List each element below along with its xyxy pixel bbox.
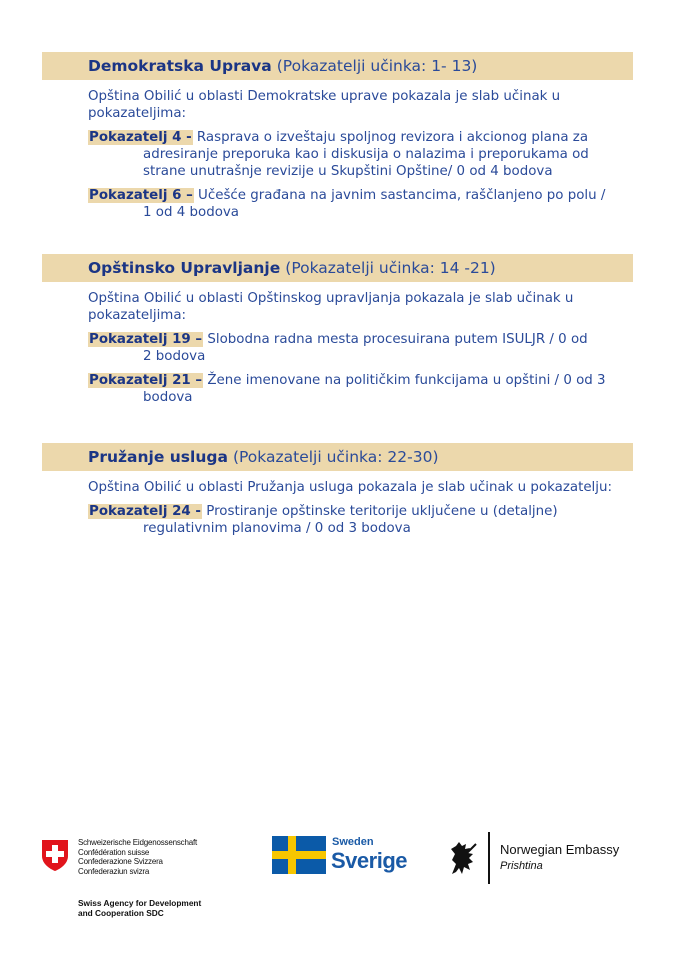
section-intro: Opština Obilić u oblasti Demokratske uprave pokazala je slab učinak u pokazateljima: — [88, 89, 561, 121]
indicator-text: Slobodna radna mesta procesuirana putem ISULJR / 0 od — [203, 332, 588, 347]
indicator-text-continued: adresiranje preporuka kao i diskusija o nalazima i preporukama od strane unutrašnje revizije u Skupštini Opštine/ 0 od 4 bodova — [143, 147, 589, 179]
section-title: Pružanje usluga — [88, 448, 228, 466]
section-title: Demokratska Uprava — [88, 57, 272, 75]
swiss-cross-icon — [40, 838, 70, 872]
section-subtitle: (Pokazatelji učinka: 14 -21) — [285, 259, 496, 277]
section-intro: Opština Obilić u oblasti Opštinskog upravljanja pokazala je slab učinak u pokazateljima: — [88, 291, 574, 323]
indicator-item — [88, 331, 633, 365]
indicator-text: Žene imenovane na političkim funkcijama u opštini / 0 od 3 — [203, 373, 606, 388]
indicator-label: Pokazatelj 6 – — [89, 188, 193, 203]
indicator-item — [88, 503, 633, 537]
indicator-label: Pokazatelj 21 – — [89, 373, 203, 388]
sponsor-logos — [0, 830, 676, 930]
section-service-delivery — [42, 443, 633, 537]
indicator-text-continued: bodova — [143, 390, 193, 405]
indicator-text: Učešće građana na javnim sastancima, raščlanjeno po polu / — [193, 188, 606, 203]
swiss-name-rm: Confederaziun svizra — [78, 866, 150, 876]
embassy-name: Norwegian Embassy — [500, 842, 620, 857]
swiss-name-it: Confederazione Svizzera — [78, 857, 163, 866]
logo-divider — [488, 832, 490, 884]
sverige-label: Sverige — [331, 848, 407, 873]
swiss-names — [78, 838, 197, 876]
embassy-city: Prishtina — [500, 860, 543, 872]
indicator-text-continued: 1 od 4 bodova — [143, 205, 240, 220]
sdc-line-1: Swiss Agency for Development — [78, 898, 202, 908]
indicator-item — [88, 129, 633, 180]
swedish-flag-icon — [272, 836, 326, 874]
section-title: Opštinsko Upravljanje — [88, 259, 281, 277]
indicator-text: Prostiranje opštinske teritorije uključene u (detaljne) — [201, 504, 558, 519]
sdc-name — [78, 898, 201, 918]
indicator-item — [88, 187, 633, 221]
section-municipal-management — [42, 254, 633, 406]
section-header — [42, 443, 633, 471]
sdc-line-2: and Cooperation SDC — [78, 908, 164, 918]
section-subtitle: (Pokazatelji učinka: 1- 13) — [276, 57, 478, 75]
section-header — [42, 52, 633, 80]
indicator-item — [88, 372, 633, 406]
indicator-label: Pokazatelj 24 - — [89, 504, 201, 519]
indicator-text: Rasprava o izveštaju spoljnog revizora i akcionog plana za — [192, 130, 589, 145]
indicator-text-continued: 2 bodova — [143, 349, 206, 364]
indicator-label: Pokazatelj 4 - — [89, 130, 192, 145]
swiss-name-fr: Confédération suisse — [78, 847, 150, 857]
swiss-name-de: Schweizerische Eidgenossenschaft — [78, 838, 198, 847]
section-democratic-governance — [42, 52, 633, 221]
norwegian-lion-icon — [446, 840, 478, 878]
section-header — [42, 254, 633, 282]
section-subtitle: (Pokazatelji učinka: 22-30) — [232, 448, 439, 466]
indicator-text-continued: regulativnim planovima / 0 od 3 bodova — [143, 521, 411, 536]
indicator-label: Pokazatelj 19 – — [89, 332, 203, 347]
section-intro: Opština Obilić u oblasti Pružanja usluga pokazala je slab učinak u pokazatelju: — [88, 480, 612, 495]
sweden-label: Sweden — [332, 836, 374, 848]
